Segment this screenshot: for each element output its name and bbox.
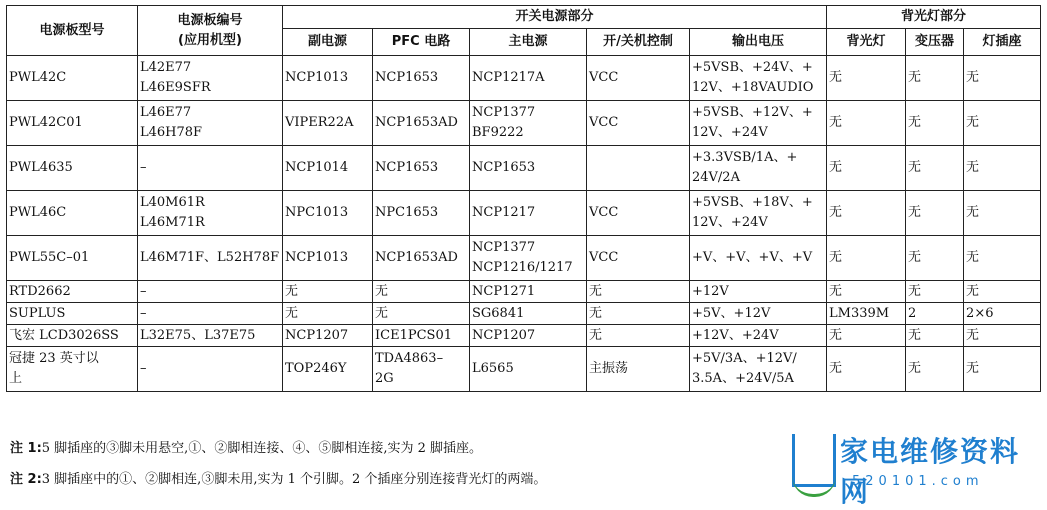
cell-model: RTD2662 <box>7 281 138 303</box>
site-logo <box>792 430 1042 508</box>
note-1-text: 5 脚插座的③脚未用悬空,①、②脚相连接、④、⑤脚相连接,实为 2 脚插座。 <box>41 441 482 456</box>
cell-output: +12V <box>690 281 827 303</box>
cell-lamp: 无 <box>827 56 906 101</box>
cell-main: NCP1377 NCP1216/1217 <box>470 236 587 281</box>
cell-onoff <box>587 146 690 191</box>
cell-model: PWL46C <box>7 191 138 236</box>
note-2 <box>10 468 546 487</box>
cell-board: L42E77 L46E9SFR <box>138 56 283 101</box>
cell-socket: 2×6 <box>964 303 1041 325</box>
cell-aux: NCP1207 <box>283 325 373 347</box>
table-row <box>7 303 1041 325</box>
header-socket: 灯插座 <box>964 29 1041 56</box>
header-aux: 副电源 <box>283 29 373 56</box>
cell-main: NCP1217A <box>470 56 587 101</box>
table-row <box>7 101 1041 146</box>
cell-output: +V、+V、+V、+V <box>690 236 827 281</box>
cell-pfc: NPC1653 <box>373 191 470 236</box>
table-row <box>7 347 1041 392</box>
cell-lamp: 无 <box>827 191 906 236</box>
cell-pfc: 无 <box>373 281 470 303</box>
cell-socket: 无 <box>964 281 1041 303</box>
cell-model: PWL42C <box>7 56 138 101</box>
cell-lamp: 无 <box>827 146 906 191</box>
cell-board: – <box>138 281 283 303</box>
note-1-label: 注 1: <box>10 441 42 456</box>
cell-lamp: 无 <box>827 236 906 281</box>
logo-url: 520101.com <box>852 474 984 489</box>
cell-pfc: TDA4863– 2G <box>373 347 470 392</box>
cell-onoff: 无 <box>587 325 690 347</box>
cell-main: NCP1377 BF9222 <box>470 101 587 146</box>
cell-main: NCP1207 <box>470 325 587 347</box>
cell-aux: NCP1014 <box>283 146 373 191</box>
cell-aux: TOP246Y <box>283 347 373 392</box>
cell-lamp: LM339M <box>827 303 906 325</box>
cell-xfmr: 无 <box>906 347 964 392</box>
cell-onoff: 无 <box>587 303 690 325</box>
cell-onoff: 主振荡 <box>587 347 690 392</box>
cell-xfmr: 无 <box>906 325 964 347</box>
header-switch-group: 开关电源部分 <box>283 6 827 29</box>
cell-onoff: VCC <box>587 101 690 146</box>
cell-output: +5V/3A、+12V/ 3.5A、+24V/5A <box>690 347 827 392</box>
cell-main: NCP1653 <box>470 146 587 191</box>
cell-board: – <box>138 146 283 191</box>
table-row <box>7 281 1041 303</box>
cell-main: L6565 <box>470 347 587 392</box>
table-row <box>7 325 1041 347</box>
cell-xfmr: 无 <box>906 281 964 303</box>
cell-model: SUPLUS <box>7 303 138 325</box>
header-pfc: PFC 电路 <box>373 29 470 56</box>
cell-xfmr: 无 <box>906 101 964 146</box>
table-row <box>7 146 1041 191</box>
note-2-label: 注 2: <box>10 472 42 487</box>
cell-lamp: 无 <box>827 101 906 146</box>
header-main: 主电源 <box>470 29 587 56</box>
table-row <box>7 56 1041 101</box>
cell-aux: 无 <box>283 303 373 325</box>
cell-output: +5VSB、+18V、+ 12V、+24V <box>690 191 827 236</box>
cell-socket: 无 <box>964 56 1041 101</box>
cell-output: +5VSB、+12V、+ 12V、+24V <box>690 101 827 146</box>
cell-model: PWL42C01 <box>7 101 138 146</box>
note-1 <box>10 437 482 456</box>
logo-name: 家电维修资料网 <box>840 435 1021 508</box>
cell-board: L32E75、L37E75 <box>138 325 283 347</box>
cell-onoff: VCC <box>587 56 690 101</box>
cell-pfc: NCP1653 <box>373 56 470 101</box>
cell-socket: 无 <box>964 236 1041 281</box>
cell-xfmr: 无 <box>906 191 964 236</box>
cell-aux: NPC1013 <box>283 191 373 236</box>
cell-aux: VIPER22A <box>283 101 373 146</box>
cell-pfc: NCP1653AD <box>373 101 470 146</box>
cell-pfc: 无 <box>373 303 470 325</box>
header-output: 输出电压 <box>690 29 827 56</box>
cell-board: L46E77 L46H78F <box>138 101 283 146</box>
header-onoff: 开/关机控制 <box>587 29 690 56</box>
header-backlight-group: 背光灯部分 <box>827 6 1041 29</box>
cell-socket: 无 <box>964 146 1041 191</box>
cell-pfc: NCP1653 <box>373 146 470 191</box>
cell-xfmr: 无 <box>906 236 964 281</box>
cell-model: PWL55C–01 <box>7 236 138 281</box>
cell-board: – <box>138 347 283 392</box>
cell-output: +12V、+24V <box>690 325 827 347</box>
table-row <box>7 191 1041 236</box>
power-board-table <box>6 5 1041 392</box>
cell-aux: NCP1013 <box>283 236 373 281</box>
cell-onoff: VCC <box>587 191 690 236</box>
cell-onoff: 无 <box>587 281 690 303</box>
cell-lamp: 无 <box>827 281 906 303</box>
note-2-text: 3 脚插座中的①、②脚相连,③脚未用,实为 1 个引脚。2 个插座分别连接背光灯的两端。 <box>41 472 547 487</box>
cell-pfc: NCP1653AD <box>373 236 470 281</box>
cell-main: NCP1271 <box>470 281 587 303</box>
cell-xfmr: 无 <box>906 56 964 101</box>
cell-lamp: 无 <box>827 325 906 347</box>
cell-main: NCP1217 <box>470 191 587 236</box>
cell-socket: 无 <box>964 191 1041 236</box>
cell-output: +5V、+12V <box>690 303 827 325</box>
header-model: 电源板型号 <box>7 6 138 56</box>
cell-pfc: ICE1PCS01 <box>373 325 470 347</box>
cell-socket: 无 <box>964 347 1041 392</box>
cell-aux: NCP1013 <box>283 56 373 101</box>
cell-board: L40M61R L46M71R <box>138 191 283 236</box>
cell-xfmr: 无 <box>906 146 964 191</box>
cell-board: L46M71F、L52H78F <box>138 236 283 281</box>
cell-model: 飞宏 LCD3026SS <box>7 325 138 347</box>
cell-onoff: VCC <box>587 236 690 281</box>
cell-model: PWL4635 <box>7 146 138 191</box>
cell-lamp: 无 <box>827 347 906 392</box>
cell-main: SG6841 <box>470 303 587 325</box>
cell-xfmr: 2 <box>906 303 964 325</box>
logo-swoosh-icon <box>792 476 836 497</box>
table-row <box>7 236 1041 281</box>
cell-board: – <box>138 303 283 325</box>
cell-socket: 无 <box>964 101 1041 146</box>
header-bl-lamp: 背光灯 <box>827 29 906 56</box>
cell-socket: 无 <box>964 325 1041 347</box>
cell-aux: 无 <box>283 281 373 303</box>
header-board-no: 电源板编号 (应用机型) <box>138 6 283 56</box>
cell-model: 冠捷 23 英寸以 上 <box>7 347 138 392</box>
cell-output: +3.3VSB/1A、+ 24V/2A <box>690 146 827 191</box>
cell-output: +5VSB、+24V、+ 12V、+18VAUDIO <box>690 56 827 101</box>
header-transformer: 变压器 <box>906 29 964 56</box>
